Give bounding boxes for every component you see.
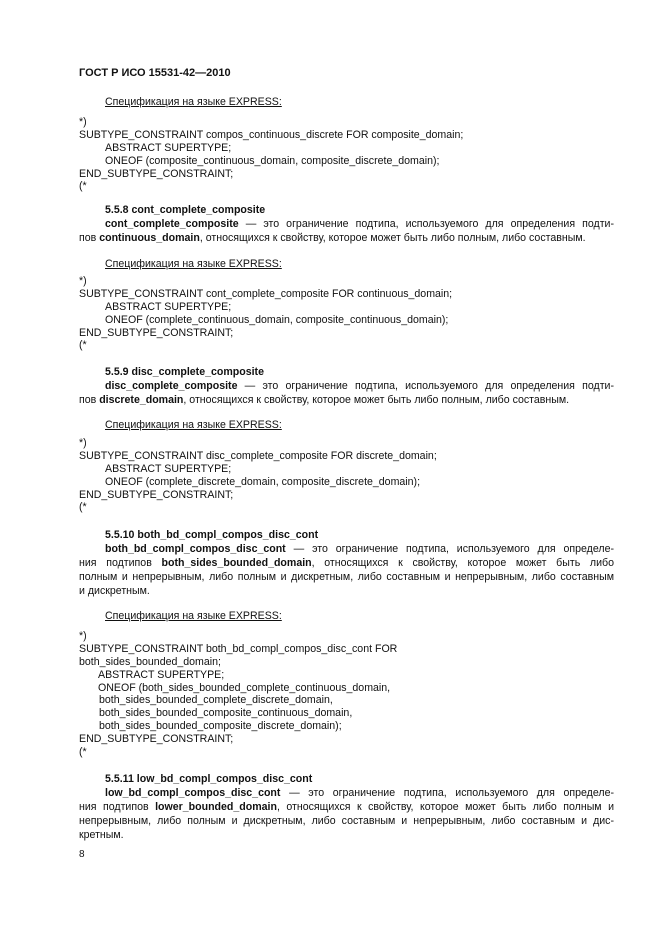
text: — это ограничение подтипа, используемого для определения подти-	[238, 218, 614, 230]
text: , относящихся к свойству, которое может быть либо полным, либо составным.	[199, 232, 586, 244]
code-line: (*	[79, 180, 87, 193]
text: пов	[79, 232, 100, 244]
paragraph-line: непрерывным, либо полным и дискретным, либо составным и непрерывным, либо составным и дис-	[79, 815, 614, 827]
text: , относящихся к свойству, которое может быть либо	[311, 557, 614, 569]
code-line: both_sides_bounded_composite_continuous_domain,	[99, 707, 353, 720]
code-line: END_SUBTYPE_CONSTRAINT;	[79, 733, 234, 746]
code-line: both_sides_bounded_domain;	[79, 655, 221, 668]
paragraph-line	[79, 393, 614, 407]
code-line: *)	[79, 630, 87, 642]
code-line: both_sides_bounded_composite_discrete_domain);	[99, 720, 342, 733]
express-spec-label: Спецификация на языке EXPRESS:	[105, 258, 282, 270]
section-heading: 5.5.8 cont_complete_composite	[105, 204, 266, 216]
page-number: 8	[79, 849, 85, 860]
term: disc_complete_composite	[105, 380, 238, 392]
code-line: END_SUBTYPE_CONSTRAINT;	[79, 326, 234, 339]
section-heading: 5.5.10 both_bd_compl_compos_disc_cont	[105, 529, 319, 541]
code-line: ONEOF (both_sides_bounded_complete_continuous_domain,	[98, 681, 391, 694]
code-line: ABSTRACT SUPERTYPE;	[98, 668, 225, 681]
paragraph-line: и дискретным.	[79, 585, 150, 597]
paragraph-line	[79, 542, 614, 556]
code-line: ABSTRACT SUPERTYPE;	[105, 141, 232, 154]
code-line: SUBTYPE_CONSTRAINT both_bd_compl_compos_disc_cont FOR	[79, 642, 398, 655]
section-heading: 5.5.9 disc_complete_composite	[105, 366, 264, 378]
paragraph-line	[79, 217, 614, 231]
text: , относящихся к свойству, которое может быть либо полным и	[276, 801, 614, 813]
code-line: both_sides_bounded_complete_discrete_domain,	[99, 694, 333, 707]
section-paragraph	[79, 542, 614, 598]
text: — это ограничение подтипа, используемого для определе-	[285, 543, 614, 555]
paragraph-line	[79, 231, 614, 245]
term: lower_bounded_domain	[155, 801, 277, 813]
code-line: *)	[79, 116, 87, 128]
code-line: ONEOF (complete_continuous_domain, composite_continuous_domain);	[105, 313, 449, 326]
section-heading: 5.5.11 low_bd_compl_compos_disc_cont	[105, 773, 313, 785]
paragraph-line	[79, 786, 614, 800]
paragraph-line	[79, 556, 614, 570]
code-line: ABSTRACT SUPERTYPE;	[105, 300, 232, 313]
text: — это ограничение подтипа, используемого для определе-	[280, 787, 614, 799]
section-paragraph	[79, 217, 614, 245]
express-code-block	[79, 437, 437, 514]
express-code-block	[79, 275, 452, 352]
term: continuous_domain	[99, 232, 200, 244]
text: , относящихся к свойству, которое может быть либо полным, либо составным.	[183, 394, 570, 406]
section-paragraph	[79, 786, 614, 842]
code-line: SUBTYPE_CONSTRAINT disc_complete_composite FOR discrete_domain;	[79, 449, 437, 462]
text: — это ограничение подтипа, используемого для определения подти-	[237, 380, 614, 392]
paragraph-line: полным и непрерывным, либо полным и дискретным, либо составным и непрерывным, либо составным	[79, 571, 614, 583]
section-paragraph	[79, 379, 614, 407]
paragraph-line: кретным.	[79, 829, 124, 841]
document-header: ГОСТ Р ИСО 15531-42—2010	[79, 67, 231, 79]
text: ния подтипов	[79, 557, 162, 569]
code-line: SUBTYPE_CONSTRAINT cont_complete_composite FOR continuous_domain;	[79, 287, 453, 300]
term: both_bd_compl_compos_disc_cont	[105, 543, 286, 555]
paragraph-line	[79, 800, 614, 814]
code-line: *)	[79, 275, 87, 287]
term: cont_complete_composite	[105, 218, 239, 230]
code-line: ONEOF (complete_discrete_domain, composite_discrete_domain);	[105, 475, 421, 488]
code-line: (*	[79, 746, 87, 759]
term: low_bd_compl_compos_disc_cont	[105, 787, 281, 799]
code-line: END_SUBTYPE_CONSTRAINT;	[79, 488, 234, 501]
paragraph-line	[79, 379, 614, 393]
text: ния подтипов	[79, 801, 156, 813]
text: пов	[79, 394, 100, 406]
code-line: *)	[79, 437, 87, 449]
code-line: (*	[79, 501, 87, 514]
express-spec-label: Спецификация на языке EXPRESS:	[105, 419, 282, 431]
code-line: ABSTRACT SUPERTYPE;	[105, 462, 232, 475]
term: discrete_domain	[99, 394, 184, 406]
term: both_sides_bounded_domain	[161, 557, 312, 569]
express-spec-label: Спецификация на языке EXPRESS:	[105, 96, 282, 108]
code-line: (*	[79, 339, 87, 352]
code-line: ONEOF (composite_continuous_domain, composite_discrete_domain);	[105, 154, 440, 167]
code-line: END_SUBTYPE_CONSTRAINT;	[79, 167, 234, 180]
express-code-block	[79, 630, 397, 759]
express-code-block	[79, 116, 463, 193]
express-spec-label: Спецификация на языке EXPRESS:	[105, 610, 282, 622]
code-line: SUBTYPE_CONSTRAINT compos_continuous_discrete FOR composite_domain;	[79, 128, 464, 141]
